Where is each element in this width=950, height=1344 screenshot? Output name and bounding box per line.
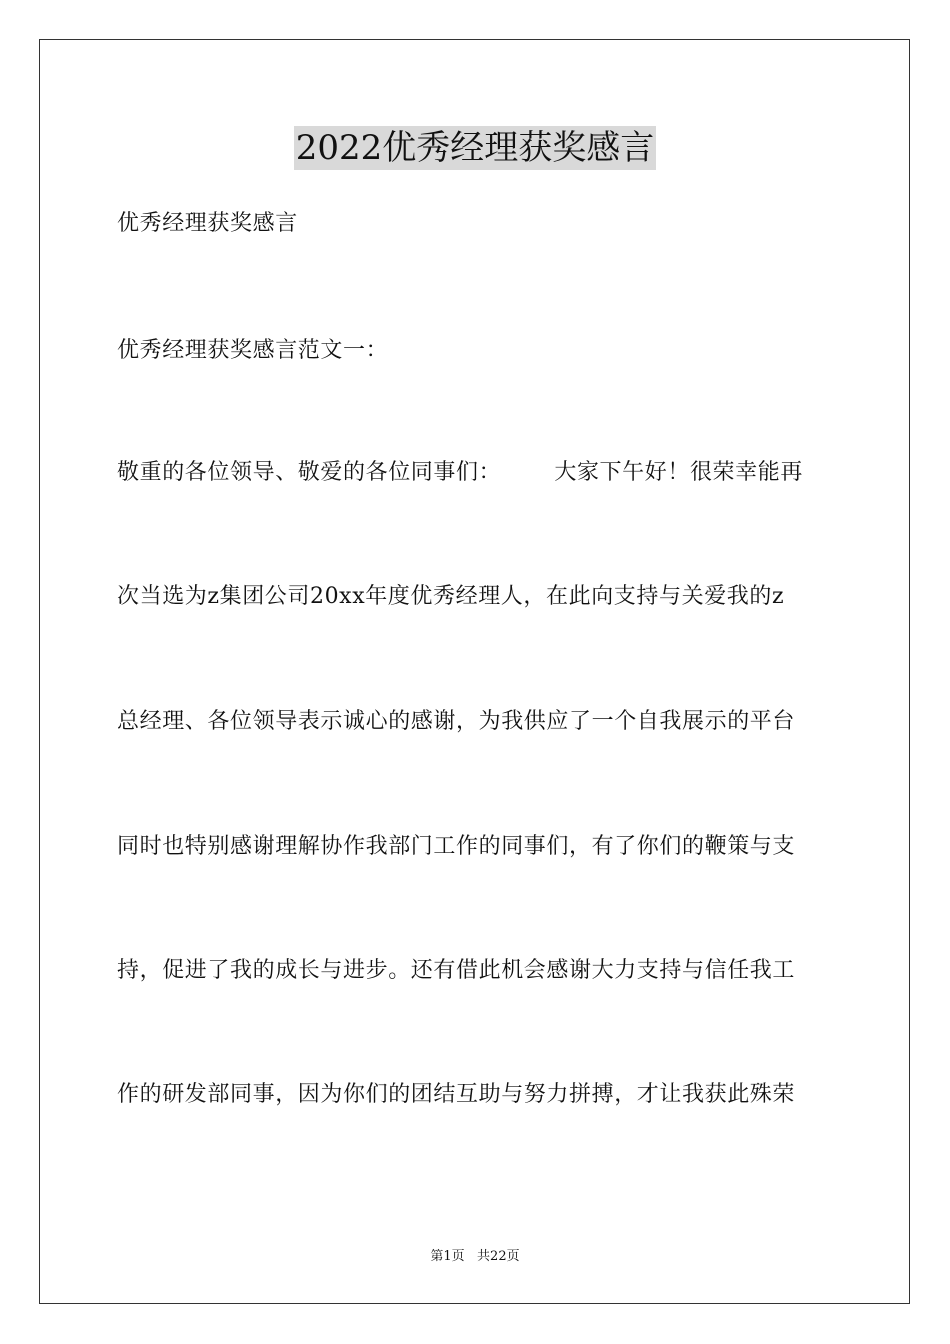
body-line-5: 总经理、各位领导表示诚心的感谢，为我供应了一个自我展示的平台 bbox=[117, 709, 796, 734]
body-line-4: 次当选为z集团公司20xx年度优秀经理人，在此向支持与关爱我的z bbox=[117, 584, 785, 609]
body-line-2: 优秀经理获奖感言范文一： bbox=[117, 338, 389, 363]
body-line-3: 敬重的各位领导、敬爱的各位同事们： 大家下午好！很荣幸能再 bbox=[117, 460, 803, 485]
document-title: 2022优秀经理获奖感言 bbox=[295, 128, 655, 168]
body-line-1: 优秀经理获奖感言 bbox=[117, 211, 298, 236]
body-line-8: 作的研发部同事，因为你们的团结互助与努力拼搏，才让我获此殊荣 bbox=[117, 1082, 796, 1107]
body-line-6: 同时也特别感谢理解协作我部门工作的同事们，有了你们的鞭策与支 bbox=[117, 834, 796, 859]
page-footer: 第1页 共22页 bbox=[430, 1249, 520, 1264]
title-container bbox=[0, 126, 950, 170]
body-line-7: 持，促进了我的成长与进步。还有借此机会感谢大力支持与信任我工 bbox=[117, 958, 796, 983]
